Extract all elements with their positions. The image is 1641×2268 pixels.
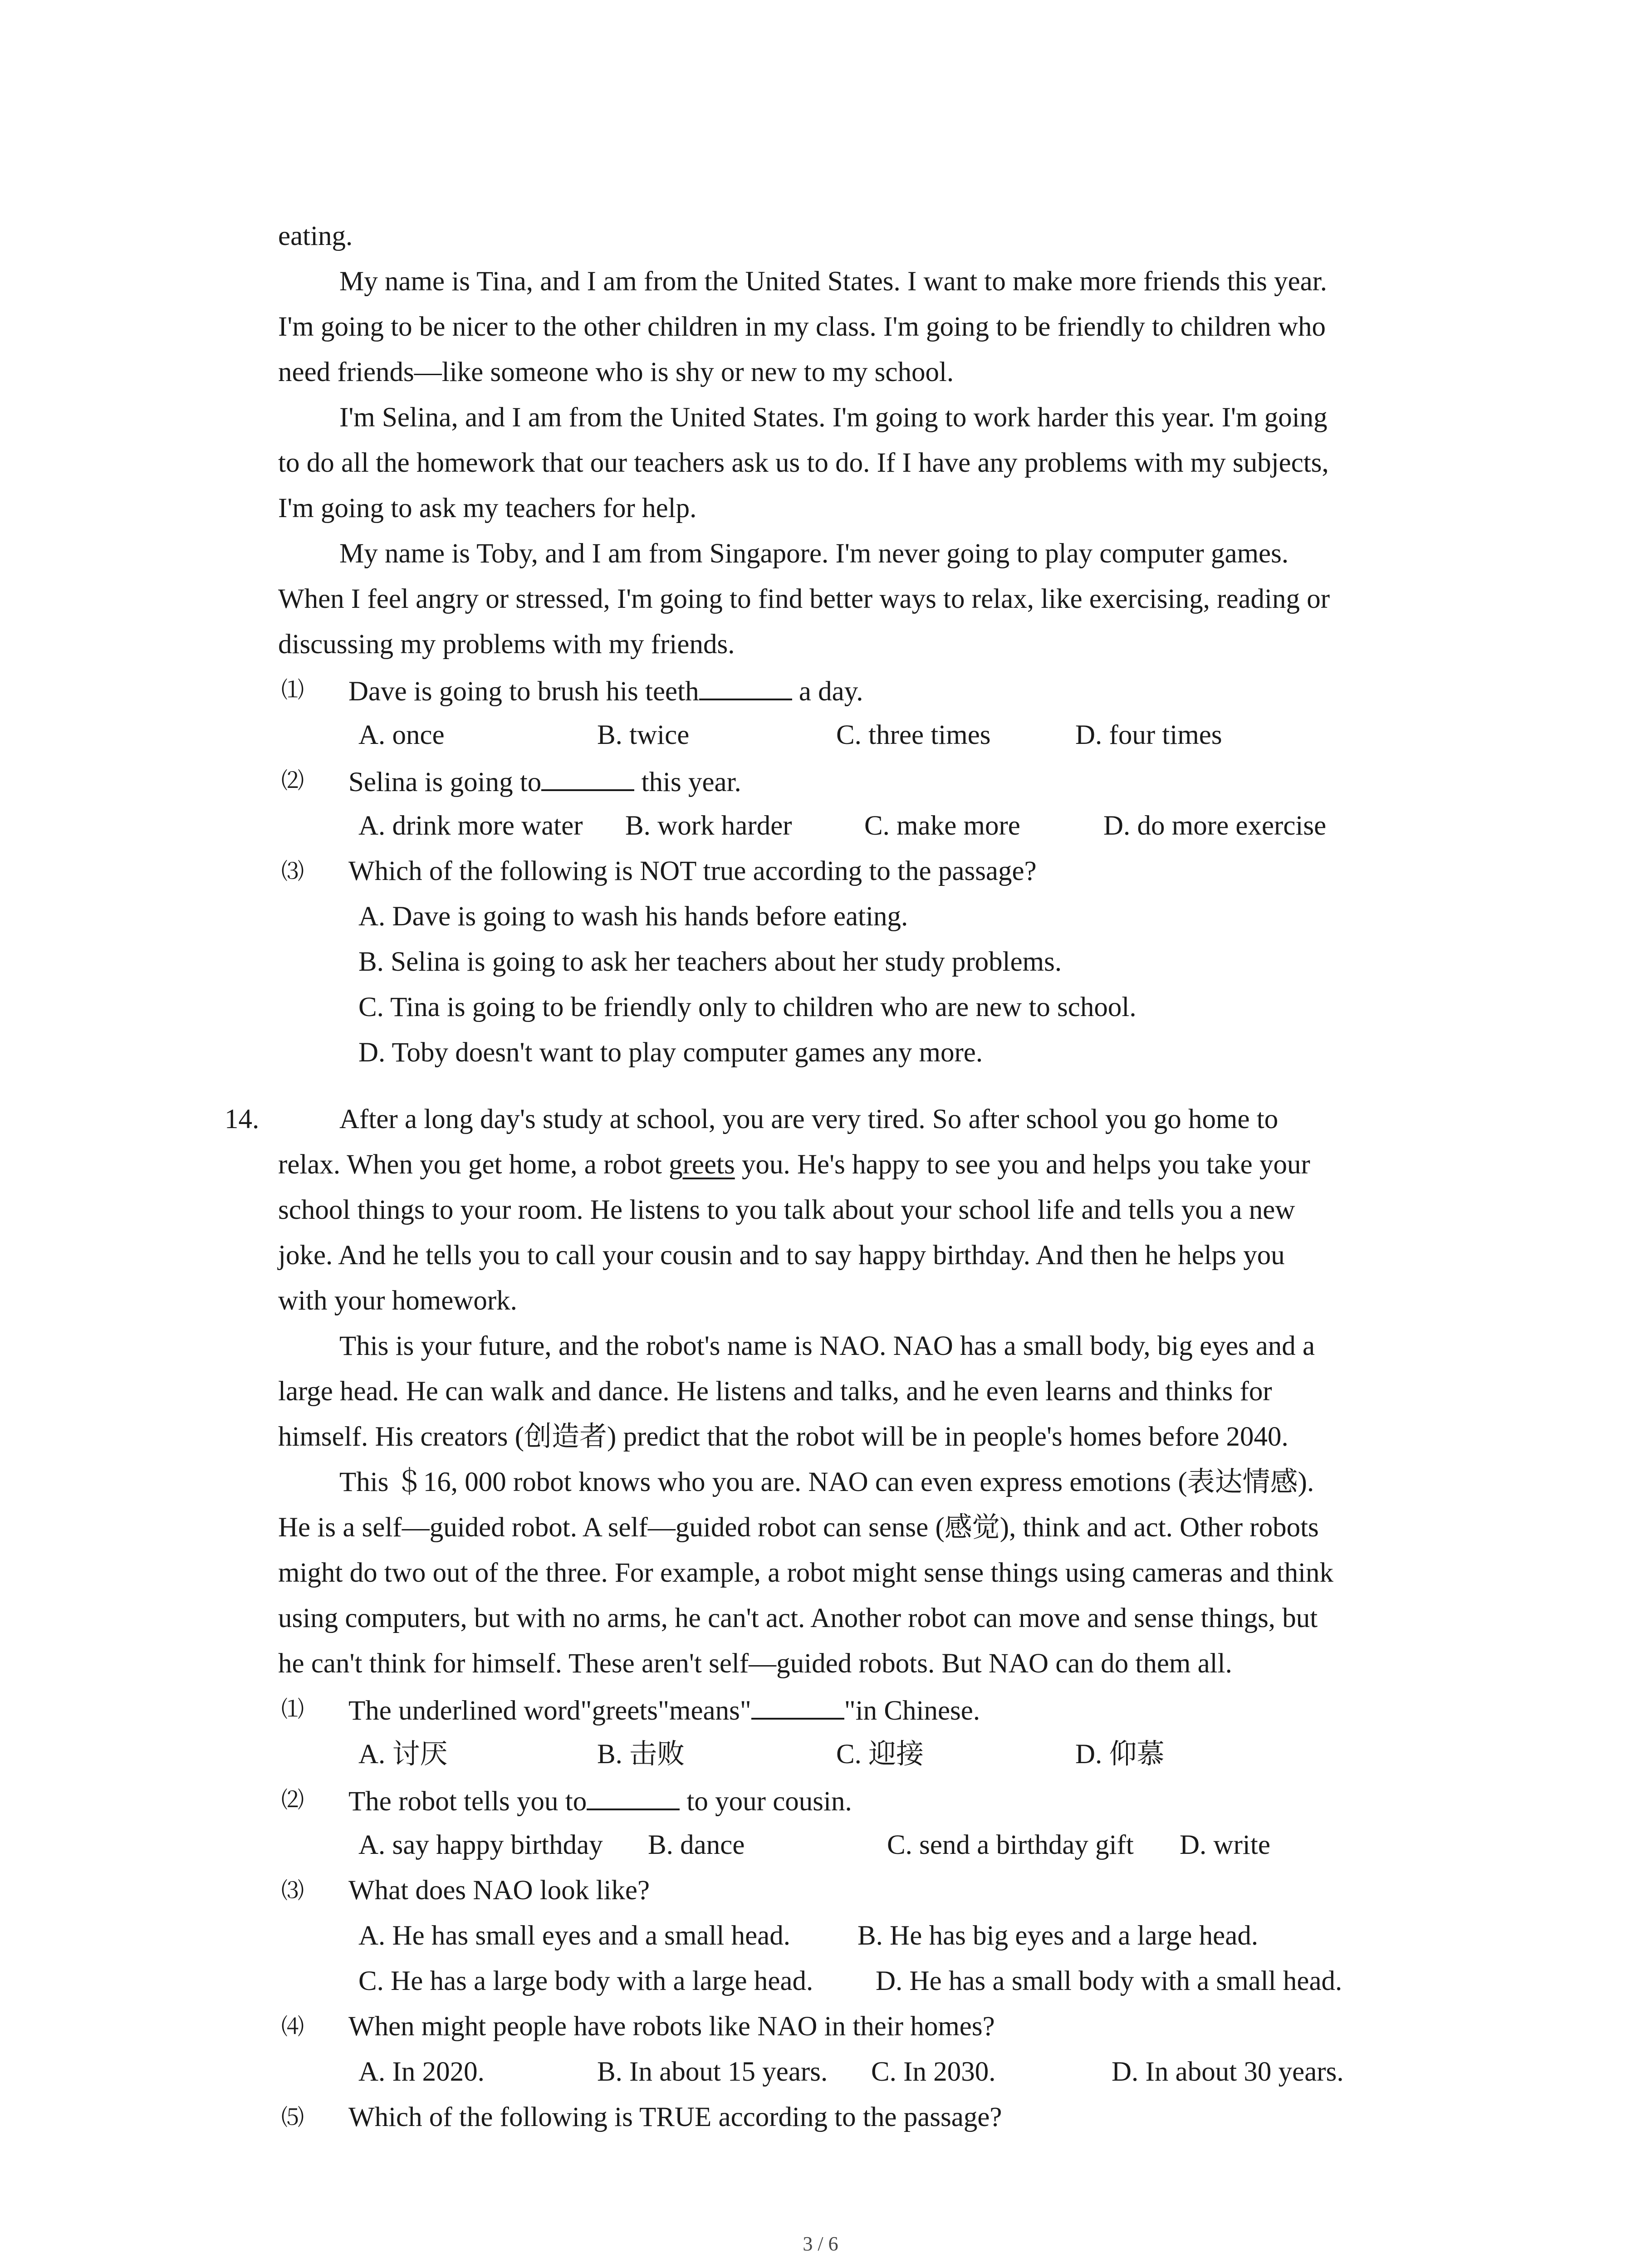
question-stem: The robot tells you to to your cousin. (348, 1786, 852, 1817)
option-a: A. say happy birthday (358, 1830, 603, 1860)
passage-line: I'm Selina, and I am from the United States. I'm going to work harder this year. I'm going (339, 402, 1327, 433)
question-number: ⑵ (281, 767, 304, 794)
passage-line: I'm going to ask my teachers for help. (278, 493, 697, 523)
option-a: A. 讨厌 (358, 1739, 448, 1769)
passage-line: might do two out of the three. For example, a robot might sense things using cameras and think (278, 1558, 1334, 1588)
passage-line: to do all the homework that our teachers ask us to do. If I have any problems with my subjects, (278, 448, 1329, 478)
option-b: B. dance (648, 1830, 745, 1860)
question-number: ⑶ (281, 1877, 304, 1904)
option-d: D. In about 30 years. (1112, 2057, 1344, 2087)
passage-line: My name is Toby, and I am from Singapore. I'm never going to play computer games. (339, 538, 1289, 569)
question-number: ⑷ (281, 2014, 304, 2040)
option-a: A. Dave is going to wash his hands before eating. (358, 901, 908, 932)
passage-line: This ＄16, 000 robot knows who you are. NAO can even express emotions (表达情感). (339, 1467, 1314, 1497)
option-d: D. 仰慕 (1075, 1739, 1165, 1769)
option-c: C. He has a large body with a large head. (358, 1966, 813, 1996)
question-number: ⑶ (281, 858, 304, 885)
passage-line: When I feel angry or stressed, I'm going to find better ways to relax, like exercising, reading or (278, 584, 1330, 614)
passage-line: school things to your room. He listens to you talk about your school life and tells you a new (278, 1195, 1295, 1225)
question-number: ⑸ (281, 2104, 304, 2131)
option-d: D. He has a small body with a small head. (876, 1966, 1342, 1996)
passage-line: eating. (278, 221, 353, 251)
option-d: D. do more exercise (1103, 811, 1327, 841)
option-d: D. write (1180, 1830, 1270, 1860)
passage-line: After a long day's study at school, you are very tired. So after school you go home to (339, 1104, 1279, 1134)
option-c: C. 迎接 (836, 1739, 924, 1769)
passage-line: with your homework. (278, 1286, 517, 1316)
answer-blank (751, 1695, 844, 1720)
answer-blank (699, 676, 792, 700)
answer-blank (541, 767, 634, 791)
answer-blank (587, 1786, 680, 1810)
option-b: B. Selina is going to ask her teachers about her study problems. (358, 947, 1062, 977)
passage-line: I'm going to be nicer to the other children in my class. I'm going to be friendly to children who (278, 312, 1326, 342)
question-number: ⑴ (281, 677, 304, 703)
page-number: 3 / 6 (803, 2233, 838, 2255)
option-d: D. Toby doesn't want to play computer games any more. (358, 1037, 983, 1068)
passage-line: himself. His creators (创造者) predict that the robot will be in people's homes before 2040. (278, 1422, 1288, 1452)
option-a: A. once (358, 720, 445, 750)
option-c: C. three times (836, 720, 991, 750)
question-stem: Which of the following is TRUE according to the passage? (348, 2102, 1002, 2132)
passage-line: He is a self—guided robot. A self—guided robot can sense (感觉), think and act. Other robots (278, 1512, 1319, 1543)
passage-line: large head. He can walk and dance. He listens and talks, and he even learns and thinks for (278, 1376, 1272, 1407)
passage-line: he can't think for himself. These aren't self—guided robots. But NAO can do them all. (278, 1648, 1232, 1679)
question-stem: When might people have robots like NAO in their homes? (348, 2011, 995, 2042)
underlined-word: greets (669, 1149, 735, 1180)
option-b: B. 击败 (597, 1739, 685, 1769)
option-d: D. four times (1075, 720, 1222, 750)
option-b: B. work harder (625, 811, 792, 841)
passage-line: relax. When you get home, a robot greets you. He's happy to see you and helps you take your (278, 1149, 1310, 1180)
passage-line: using computers, but with no arms, he can't act. Another robot can move and sense things, but (278, 1603, 1318, 1633)
option-a: A. He has small eyes and a small head. (358, 1921, 790, 1951)
option-a: A. drink more water (358, 811, 583, 841)
option-c: C. send a birthday gift (887, 1830, 1134, 1860)
option-c: C. Tina is going to be friendly only to children who are new to school. (358, 992, 1136, 1022)
option-c: C. In 2030. (871, 2057, 996, 2087)
option-a: A. In 2020. (358, 2057, 485, 2087)
passage-line: discussing my problems with my friends. (278, 629, 735, 660)
question-number: ⑴ (281, 1696, 304, 1722)
passage-line: need friends—like someone who is shy or new to my school. (278, 357, 954, 387)
passage-line: My name is Tina, and I am from the United States. I want to make more friends this year. (339, 266, 1327, 297)
passage-line: This is your future, and the robot's name is NAO. NAO has a small body, big eyes and a (339, 1331, 1315, 1361)
option-b: B. In about 15 years. (597, 2057, 828, 2087)
option-c: C. make more (864, 811, 1020, 841)
option-b: B. He has big eyes and a large head. (857, 1921, 1259, 1951)
question-stem: Selina is going to this year. (348, 767, 741, 797)
passage-line: joke. And he tells you to call your cousin and to say happy birthday. And then he helps you (278, 1240, 1285, 1271)
question-stem: What does NAO look like? (348, 1875, 650, 1906)
question-number-14: 14. (225, 1104, 260, 1134)
question-number: ⑵ (281, 1787, 304, 1813)
question-stem: Which of the following is NOT true according to the passage? (348, 856, 1037, 886)
option-b: B. twice (597, 720, 690, 750)
question-stem: Dave is going to brush his teeth a day. (348, 676, 863, 707)
question-stem: The underlined word"greets"means" "in Chinese. (348, 1696, 980, 1726)
